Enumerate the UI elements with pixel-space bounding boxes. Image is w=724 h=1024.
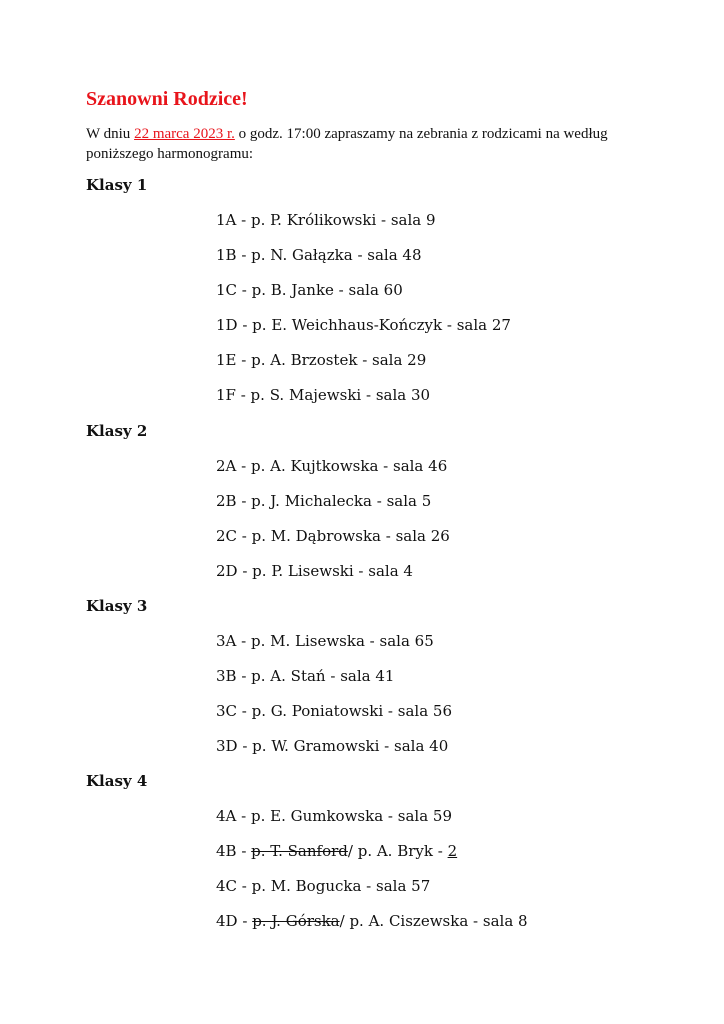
class-entry-4d <box>216 912 528 930</box>
class-entry-4a: 4A - p. E. Gumkowska - sala 59 <box>216 807 453 825</box>
class-entry-1f: 1F - p. S. Majewski - sala 30 <box>216 386 431 404</box>
replacement-teacher: / p. A. Bryk - <box>347 842 448 860</box>
group-heading-klasy-2: Klasy 2 <box>86 422 148 440</box>
intro-before: W dniu <box>86 126 135 142</box>
entry-prefix: 4B - <box>216 842 252 860</box>
meeting-date: 22 marca 2023 r. <box>134 126 235 142</box>
class-entry-1a: 1A - p. P. Królikowski - sala 9 <box>216 211 436 229</box>
class-entry-2a: 2A - p. A. Kujtkowska - sala 46 <box>216 457 448 475</box>
class-entry-1c: 1C - p. B. Janke - sala 60 <box>216 281 403 299</box>
page-title: Szanowni Rodzice! <box>86 88 248 110</box>
class-entry-2b: 2B - p. J. Michalecka - sala 5 <box>216 492 432 510</box>
class-entry-3d: 3D - p. W. Gramowski - sala 40 <box>216 737 449 755</box>
class-entry-3c: 3C - p. G. Poniatowski - sala 56 <box>216 702 452 720</box>
class-entry-3b: 3B - p. A. Stań - sala 41 <box>216 667 395 685</box>
class-entry-1d: 1D - p. E. Weichhaus-Kończyk - sala 27 <box>216 316 511 334</box>
intro-paragraph <box>86 124 646 164</box>
struck-teacher-name: p. T. Sanford <box>251 842 348 860</box>
struck-teacher-name: p. J. Górska <box>252 912 340 930</box>
class-entry-1e: 1E - p. A. Brzostek - sala 29 <box>216 351 427 369</box>
entry-prefix: 4D - <box>216 912 253 930</box>
class-entry-2c: 2C - p. M. Dąbrowska - sala 26 <box>216 527 450 545</box>
class-entry-1b: 1B - p. N. Gałązka - sala 48 <box>216 246 422 264</box>
room-number: 2 <box>447 842 458 860</box>
replacement-teacher: / p. A. Ciszewska - sala 8 <box>339 912 528 930</box>
group-heading-klasy-1: Klasy 1 <box>86 176 148 194</box>
class-entry-2d: 2D - p. P. Lisewski - sala 4 <box>216 562 413 580</box>
class-entry-4c: 4C - p. M. Bogucka - sala 57 <box>216 877 431 895</box>
intro-after: o godz. 17:00 zapraszamy na zebrania z rodzicami na według poniższego harmonogramu: <box>86 126 608 162</box>
class-entry-4b <box>216 842 457 860</box>
class-entry-3a: 3A - p. M. Lisewska - sala 65 <box>216 632 434 650</box>
group-heading-klasy-4: Klasy 4 <box>86 772 148 790</box>
group-heading-klasy-3: Klasy 3 <box>86 597 148 615</box>
